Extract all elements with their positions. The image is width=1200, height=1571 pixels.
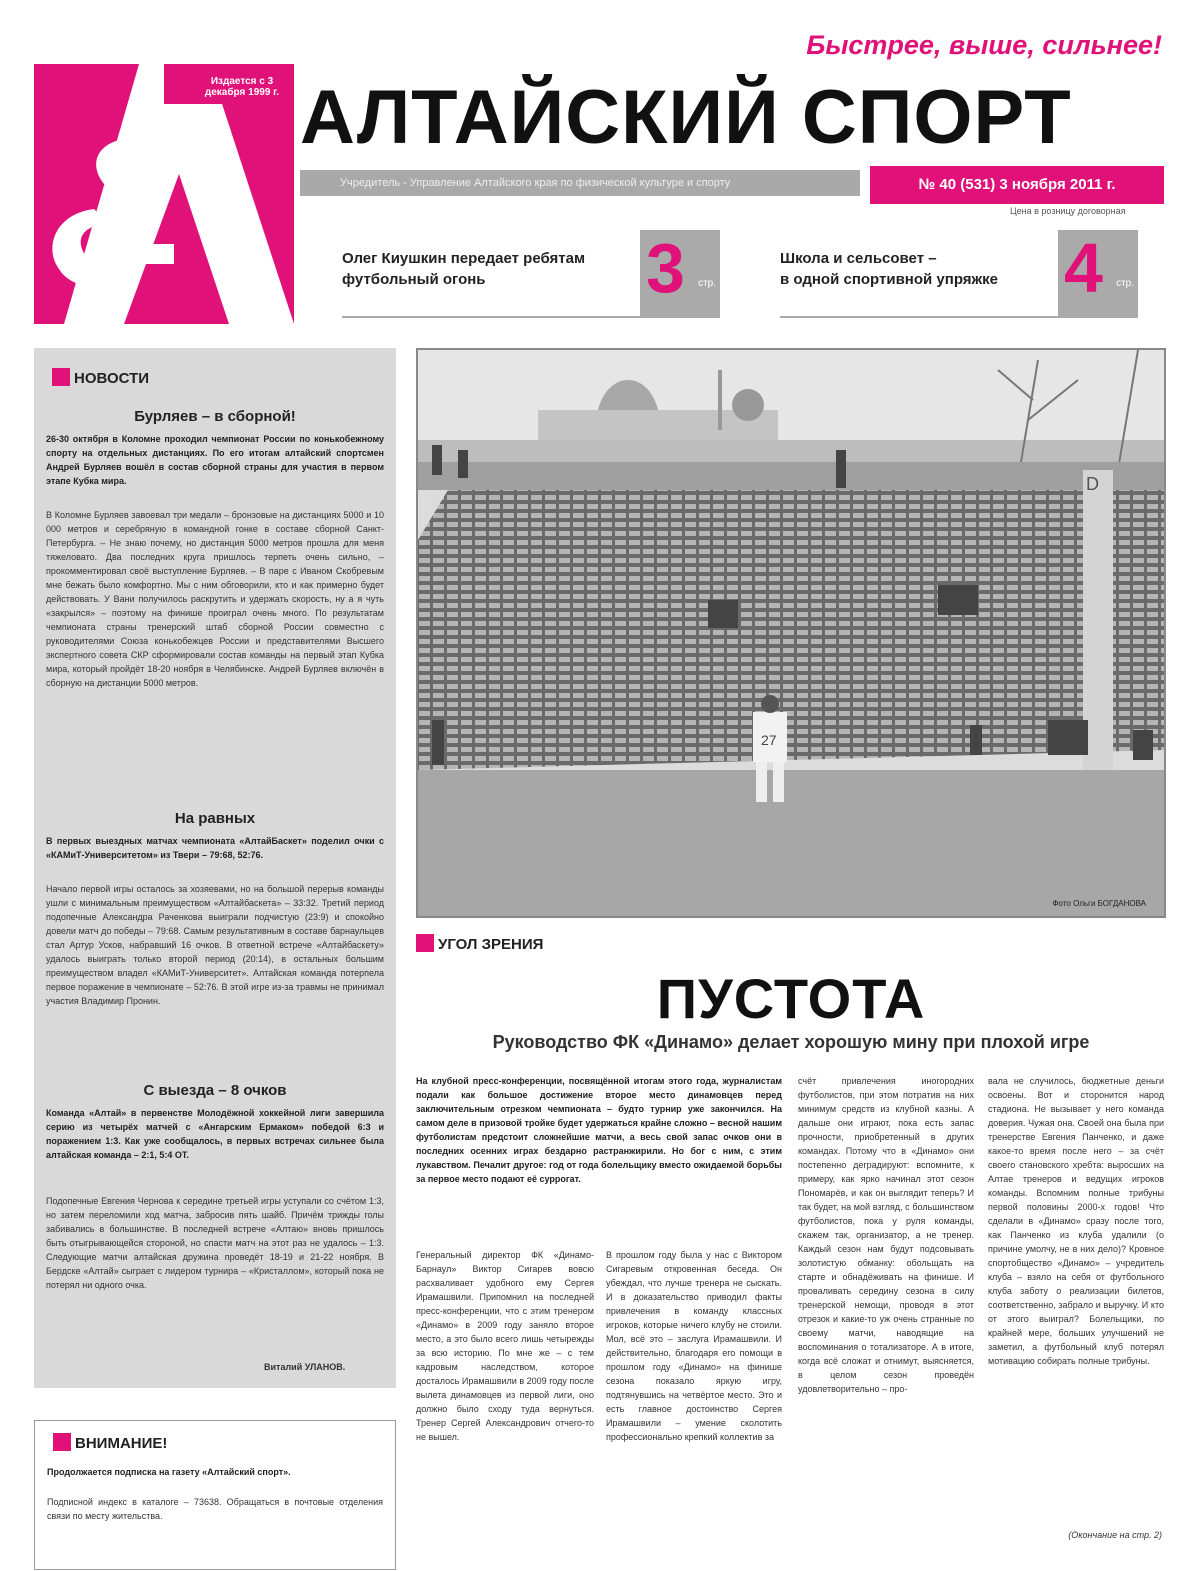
article-title: Бурляев – в сборной!: [134, 408, 296, 425]
page-badge: [1058, 230, 1138, 318]
promo-line: в одной спортивной упряжке: [780, 271, 999, 288]
article-column-1: Генеральный директор ФК «Динамо-Барнаул» Виктор Сигарев вовсю расхваливает удобного ему Сергея Ирамашвили. Припомнил на последней пресс-конференции, что с этим тренером «Динамо» в 2009 году заняло второе место, а это было всего лишь четырежды за всю историю. По мне же – с тем кадровым наследством, которое досталось Ирамашвили в 2009 году после вылета динамовцев из первой лиги, оно должно было сходу туда вернуться. Тренер Сергей Александрович отчего-то не вышел.: [416, 1250, 594, 1442]
news-column: [34, 348, 396, 1388]
page-label: стр.: [1116, 278, 1134, 289]
newspaper-title: АЛТАЙСКИЙ СПОРТ: [300, 75, 1072, 160]
article-section-header: [416, 934, 543, 953]
article-body: Начало первой игры осталось за хозяевами, но на большой перерыв команды ушли с минимальным преимуществом «Алтайбаскета» – 33:32. Третий период подопечные Александра Раченкова выиграли подчистую (23:9) и спокойно довели матч до победы – 79:68. Самым результативным в составе барнаульцев стал Артур Усков, набравший 16 очков. В ответной встрече «Алтайбаскету» удалось выиграть только второй период (20:14), в остальных большим преимуществом владел «КАМиТ-Университет». Алтайская команда потерпела первое поражение в чемпионате – 52:76. В этой игре из-за травмы не принимал участия Владимир Пронин.: [46, 884, 384, 1006]
notice-header: [53, 1433, 167, 1452]
article-lead: В первых выездных матчах чемпионата «АлтайБаскет» поделил очки с «КАМиТ-Университетом» из Твери – 79:68, 52:76.: [46, 836, 384, 860]
since-note: Издается с 3 декабря 1999 г.: [204, 76, 280, 98]
promo-page-4[interactable]: [780, 230, 1138, 318]
article-title: С выезда – 8 очков: [143, 1082, 287, 1099]
divider: [780, 316, 1060, 318]
logo-letter-a-icon: [34, 64, 294, 324]
subscription-notice: [34, 1420, 396, 1570]
promo-line: Олег Киушкин передает ребятам: [342, 250, 586, 267]
notice-lead: Продолжается подписка на газету «Алтайский спорт».: [47, 1467, 291, 1477]
stand-letter: D: [1086, 474, 1099, 494]
article-column-4: вала не случилось, бюджетные деньги освоены. Вот и сторонится народ стадиона. Не вызывает у него команда доверия. Чужая она. Своей она была при тренерстве Евгения Панченко, и даже какое-то время после него – за счёт своего становского хребта: выросших на Алтае тренеров и ведущих игроков команды. Вспомним полные трибуны первой половины 2000-х годов! Что сделали в «Динамо» сразу после того, как Панченко из клуба удалили (о причине умолчу, не в них дело)? Кровное спортобщество «Динамо» – учредитель клуба – взяло на себя от футбольного клуба заботу о реализации билетов, соответственно, забрало и выручку. И кто от этого выиграл? Болельщики, по крайней мере, больших улучшений не заметил, а футбольный клуб потерял мотивацию собирать полные трибуны.: [988, 1076, 1164, 1366]
section-title: НОВОСТИ: [74, 370, 150, 387]
empty-stands-image: [418, 350, 1164, 916]
founder-line: Учредитель - Управление Алтайского края по физической культуре и спорту: [300, 170, 860, 196]
page-badge: [640, 230, 720, 318]
stadium-photo: [416, 348, 1166, 918]
photo-credit: Фото Ольги БОГДАНОВА: [1052, 899, 1146, 908]
continued-note: (Окончание на стр. 2): [1068, 1530, 1162, 1540]
slogan: Быстрее, выше, сильнее!: [806, 30, 1162, 60]
article-lead: На клубной пресс-конференции, посвящённой итогам этого года, журналистам подали как большое достижение второе место динамовцев перед заключительным отрезком чемпионата – будто турнир уже закончился. На самом деле в призовой тройке будет удержаться крайне сложно – весной нашим футболистам предстоит сложнейшие матчи, а весь свой запас очков они в последних осенних играх бездарно растранжирили. Но бог с ним, с этим лукавством. Печалит другое: год от года болельщику вместо ожидаемой борьбы за первое место подают её суррогат.: [416, 1076, 782, 1184]
article-subhead: Руководство ФК «Динамо» делает хорошую мину при плохой игре: [492, 1032, 1090, 1052]
promo-page-3[interactable]: [342, 230, 720, 318]
section-title: ВНИМАНИЕ!: [75, 1435, 168, 1452]
newspaper-logo: [34, 64, 294, 324]
promo-line: Школа и сельсовет –: [780, 250, 937, 267]
section-marker-icon: [52, 368, 70, 386]
author-signature: Виталий УЛАНОВ.: [264, 1362, 346, 1372]
price-note: Цена в розницу договорная: [1010, 206, 1126, 216]
page-label: стр.: [698, 278, 716, 289]
notice-body: Подписной индекс в каталоге – 73638. Обращаться в почтовые отделения связи по месту жительства.: [47, 1497, 383, 1521]
section-marker-icon: [416, 934, 434, 952]
article-headline: ПУСТОТА: [656, 967, 926, 1030]
article-title: На равных: [174, 810, 256, 827]
article-column-3: счёт привлечения иногородних футболистов, при этом потратив на них минимум средств из клубной казны. А дальше они играют, пока есть запас прочности, приобретенный в других командах. Потому что в «Динамо» они постепенно деградируют: вспомните, к примеру, как ярко начинал этот сезон Пономарёв, и как он выглядит теперь? И так будет, на мой взгляд, с большинством футболистов, пока у руля команды, скажем так, организатор, а не тренер. Каждый сезон нам будут подсовывать золотистую обманку: обольщать на старте и обнадёживать на финише. И проваливать середину сезона в силу тренерской немощи, проводя в этот отрезок и какие-то уж очень странные по своему матчи, наводящие на воспоминания о тотализаторе. А в итоге, когда всё сложат и отнимут, выясняется, в целом сезон проведён удовлетворительно – про-: [798, 1076, 974, 1394]
article-column-2: В прошлом году была у нас с Виктором Сигаревым откровенная беседа. Он убеждал, что лучше тренера не сыскать. И в доказательство приводил факты привлечения в команду классных игроков, которые ничего клубу не стоили. Мол, всё это – заслуга Ирамашвили. И действительно, благодаря его помощи в прошлом году «Динамо» на финише сезона показало яркую игру, подтянувшись на четвёртое место. Это и есть главное достоинство Сергея Ирамашвили – умение сколотить профессионально крепкий коллектив за: [606, 1250, 782, 1442]
section-title: УГОЛ ЗРЕНИЯ: [438, 936, 544, 953]
page-number: 3: [646, 229, 685, 307]
page-number: 4: [1064, 229, 1103, 307]
article-lead: Команда «Алтай» в первенстве Молодёжной хоккейной лиги завершила серию из четырёх матчей с «Ангарским Ермаком» победой 6:3 и поражением 1:3. Как уже сообщалось, в первых встречах сильнее была алтайская команда – 2:1, 5:4 ОТ.: [46, 1108, 384, 1160]
issue-number: № 40 (531) 3 ноября 2011 г.: [870, 166, 1164, 204]
news-section-header: [52, 368, 149, 387]
section-marker-icon: [53, 1433, 71, 1451]
article-body: Подопечные Евгения Чернова к середине третьей игры уступали со счётом 1:3, но затем переломили ход матча, забросив пять шайб. Причём трижды голы забивались в большинстве. В последней встрече «Алтаю» вновь пришлось быть отыгрывающейся стороной, но спасти матч на этот раз не удалось – 1:3. Следующие матчи алтайская дружина проведёт 18-19 и 21-22 ноября. В Бердске «Алтай» сыграет с лидером турнира – «Кристаллом», который пока не потерял ни одного очка.: [46, 1196, 384, 1290]
promo-line: футбольный огонь: [342, 271, 486, 288]
article-body: В Коломне Бурляев завоевал три медали – бронзовые на дистанциях 5000 и 10 000 метров и серебряную в командной гонке в составе сборной Санкт-Петербурга. – Не знаю почему, но дистанция 5000 метров прошла для меня тяжеловато. Два последних круга пришлось терпеть очень сильно, – прокомментировал своё выступление Бурляев. – В паре с Иваном Скобревым мне бежать было комфортно. Мы с ним обговорили, кто и как примерно будет действовать. У Вани получилось раскрутить и удержать скорость, ну а я чуть «закрылся» – поэтому на финише проиграл очень много. По результатам чемпионата страны тренерский штаб сборной России совместно с руководителями Союза конькобежцев России и представителями Высшего экспертного совета СКР сформировали состав команды на первый этап Кубка мира, который пройдёт 18-20 ноября в Челябинске. Андрей Бурляев включён в сборную на дистанции 5000 метров.: [46, 510, 384, 688]
divider: [342, 316, 642, 318]
jersey-number: 27: [761, 732, 777, 748]
article-lead: 26-30 октября в Коломне проходил чемпионат России по конькобежному спорту на отдельных дистанциях. По его итогам алтайский спортсмен Андрей Бурляев вошёл в состав сборной страны для участия в первом этапе Кубка мира.: [46, 434, 384, 486]
